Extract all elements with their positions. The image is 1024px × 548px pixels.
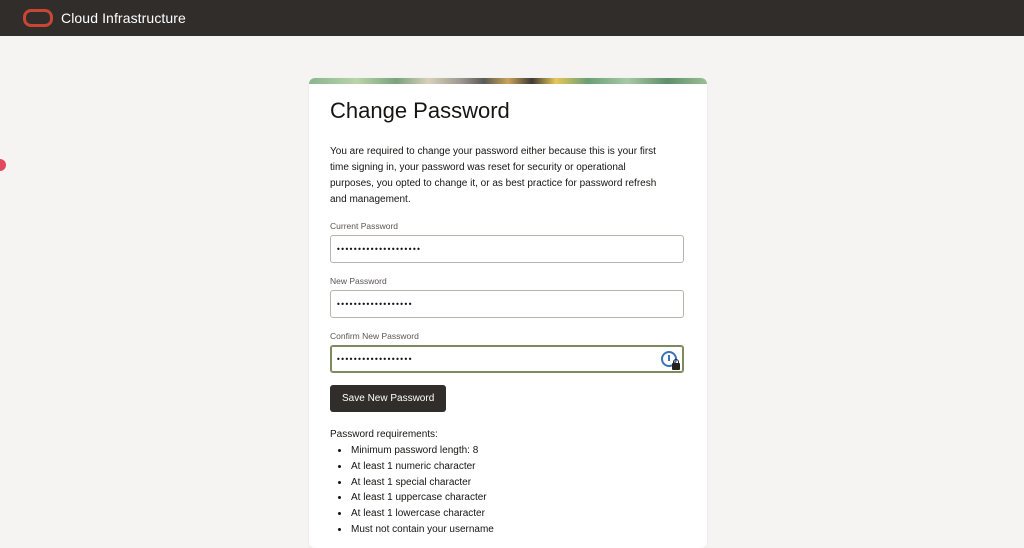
requirement-item: • Minimum password length: 8 [350,443,686,459]
password-manager-icon[interactable] [661,351,677,367]
new-password-label: New Password [330,276,387,286]
requirements-list [330,443,686,538]
confirm-password-label: Confirm New Password [330,331,419,341]
current-password-field[interactable] [330,235,684,263]
brand-name: Cloud Infrastructure [61,10,186,26]
edge-indicator-dot [0,159,6,171]
card-content [330,96,686,538]
password-manager-bar [668,355,670,361]
change-password-card [309,78,707,548]
requirement-item: • Must not contain your username [350,522,686,538]
confirm-password-field[interactable] [330,345,684,373]
confirm-password-input[interactable] [336,355,636,364]
requirement-item: • At least 1 uppercase character [350,490,686,506]
card-banner-image [309,78,707,84]
new-password-input[interactable] [336,300,636,309]
current-password-input[interactable] [336,245,636,254]
current-password-label: Current Password [330,221,399,231]
requirement-item: • At least 1 special character [350,475,686,491]
save-new-password-button[interactable]: Save New Password [330,385,446,412]
intro-text: You are required to change your password either because this is your first time signing in, your password was reset for security or operational purposes, you opted to change it, or as best practice for password refresh and management. [330,146,657,205]
lock-icon [672,363,680,370]
requirements-title: Password requirements: [330,429,438,440]
new-password-field[interactable] [330,290,684,318]
top-navigation-bar [0,0,1024,36]
requirement-item: • At least 1 lowercase character [350,506,686,522]
page-title: Change Password [330,98,510,123]
oracle-logo-icon[interactable] [23,9,53,27]
requirement-item: • At least 1 numeric character [350,459,686,475]
